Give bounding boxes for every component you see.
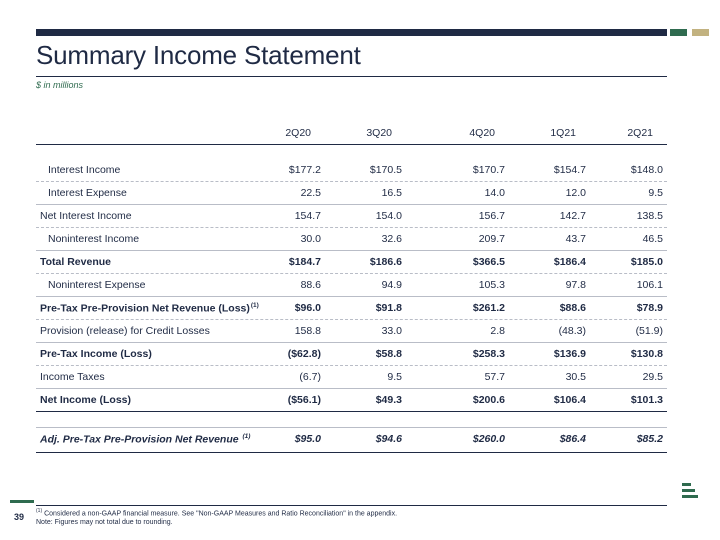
cell-value: $94.6 (375, 433, 402, 445)
cell-value: $78.9 (636, 302, 663, 314)
cell-value: $86.4 (559, 433, 586, 445)
row-label: Interest Income (48, 164, 121, 176)
cell-value: 94.9 (381, 279, 402, 291)
table-row-total-revenue (36, 251, 667, 274)
cell-value: $186.6 (369, 256, 402, 268)
table-row (36, 228, 667, 251)
accent-square-green (670, 29, 687, 36)
row-label: Interest Expense (48, 187, 127, 199)
cell-value: 106.1 (636, 279, 663, 291)
cell-value: $200.6 (472, 394, 505, 406)
table-row (36, 182, 667, 205)
cell-value: $96.0 (294, 302, 321, 314)
cell-value: 22.5 (300, 187, 321, 199)
cell-value: 9.5 (387, 371, 402, 383)
cell-value: 14.0 (484, 187, 505, 199)
row-label: Pre-Tax Income (Loss) (40, 348, 152, 360)
cell-value: 57.7 (484, 371, 505, 383)
cell-value: 105.3 (478, 279, 505, 291)
cell-value: $130.8 (630, 348, 663, 360)
page-number: 39 (14, 512, 25, 522)
title-divider (36, 76, 667, 77)
footer-divider (36, 505, 667, 506)
row-label: Income Taxes (40, 371, 105, 383)
brand-logo-icon (682, 483, 698, 501)
footnote-marker: (1) (242, 433, 251, 440)
table-row (36, 320, 667, 343)
cell-value: $184.7 (288, 256, 321, 268)
footnote-marker: (1) (36, 508, 43, 514)
footnote-1-text: Considered a non-GAAP financial measure. See "Non-GAAP Measures and Ratio Reconciliation" in the appendix. (44, 510, 398, 518)
row-label-text: Pre-Tax Pre-Provision Net Revenue (Loss) (40, 302, 250, 315)
cell-value: $260.0 (472, 433, 505, 445)
footnote-1 (36, 508, 397, 517)
table-row-net-income (36, 389, 667, 412)
cell-value: 30.0 (300, 233, 321, 245)
column-header: 2Q20 (285, 127, 311, 139)
cell-value: $170.5 (369, 164, 402, 176)
cell-value: $177.2 (288, 164, 321, 176)
table-row-adjusted-ppnr (36, 428, 667, 453)
row-label: Noninterest Income (48, 233, 140, 245)
cell-value: 156.7 (478, 210, 505, 222)
table-row (36, 274, 667, 297)
cell-value: 29.5 (642, 371, 663, 383)
cell-value: $186.4 (553, 256, 586, 268)
cell-value: $91.8 (375, 302, 402, 314)
column-header: 3Q20 (366, 127, 392, 139)
column-header: 4Q20 (469, 127, 495, 139)
row-label: Provision (release) for Credit Losses (40, 325, 210, 337)
cell-value: 30.5 (565, 371, 586, 383)
cell-value: $185.0 (630, 256, 663, 268)
footnote-marker: (1) (250, 302, 259, 309)
cell-value: 16.5 (381, 187, 402, 199)
cell-value: $136.9 (553, 348, 586, 360)
row-label: Net Interest Income (40, 210, 132, 222)
row-label: Net Income (Loss) (40, 394, 132, 406)
cell-value: $106.4 (553, 394, 586, 406)
cell-value: $366.5 (472, 256, 505, 268)
cell-value: $148.0 (630, 164, 663, 176)
cell-value: $49.3 (375, 394, 402, 406)
row-label: Noninterest Expense (48, 279, 146, 291)
cell-value: $261.2 (472, 302, 505, 314)
table-row-pre-tax-income (36, 343, 667, 366)
cell-value: $58.8 (375, 348, 402, 360)
cell-value: (48.3) (558, 325, 586, 337)
page-title: Summary Income Statement (36, 40, 361, 70)
cell-value: ($62.8) (287, 348, 321, 360)
cell-value: $258.3 (472, 348, 505, 360)
column-header: 2Q21 (627, 127, 653, 139)
cell-value: 154.7 (294, 210, 321, 222)
cell-value: $85.2 (636, 433, 663, 445)
cell-value: 88.6 (300, 279, 321, 291)
footnote-note: Note: Figures may not total due to rounding. (36, 519, 173, 526)
table-header (36, 123, 667, 145)
cell-value: 46.5 (642, 233, 663, 245)
cell-value: 209.7 (478, 233, 505, 245)
page-number-accent (10, 500, 34, 503)
cell-value: $88.6 (559, 302, 586, 314)
top-accent-bar (36, 29, 667, 36)
row-label (40, 433, 250, 446)
cell-value: 142.7 (559, 210, 586, 222)
cell-value: 97.8 (565, 279, 586, 291)
cell-value: 12.0 (565, 187, 586, 199)
row-label (40, 302, 259, 315)
table-row-pre-tax-pre-provision (36, 297, 667, 320)
cell-value: 32.6 (381, 233, 402, 245)
cell-value: $95.0 (294, 433, 321, 445)
cell-value: 154.0 (375, 210, 402, 222)
cell-value: 2.8 (490, 325, 505, 337)
row-label: Total Revenue (40, 256, 111, 268)
income-statement-table (36, 123, 667, 453)
accent-square-gold (692, 29, 709, 36)
cell-value: (6.7) (299, 371, 321, 383)
cell-value: 9.5 (648, 187, 663, 199)
cell-value: (51.9) (635, 325, 663, 337)
cell-value: ($56.1) (287, 394, 321, 406)
cell-value: $101.3 (630, 394, 663, 406)
row-label-text: Adj. Pre-Tax Pre-Provision Net Revenue (40, 433, 239, 446)
cell-value: $170.7 (472, 164, 505, 176)
cell-value: 158.8 (294, 325, 321, 337)
column-header: 1Q21 (550, 127, 576, 139)
cell-value: $154.7 (553, 164, 586, 176)
table-row (36, 205, 667, 228)
cell-value: 138.5 (636, 210, 663, 222)
cell-value: 33.0 (381, 325, 402, 337)
table-row (36, 159, 667, 182)
cell-value: 43.7 (565, 233, 586, 245)
table-row (36, 366, 667, 389)
units-subtitle: $ in millions (36, 80, 84, 90)
